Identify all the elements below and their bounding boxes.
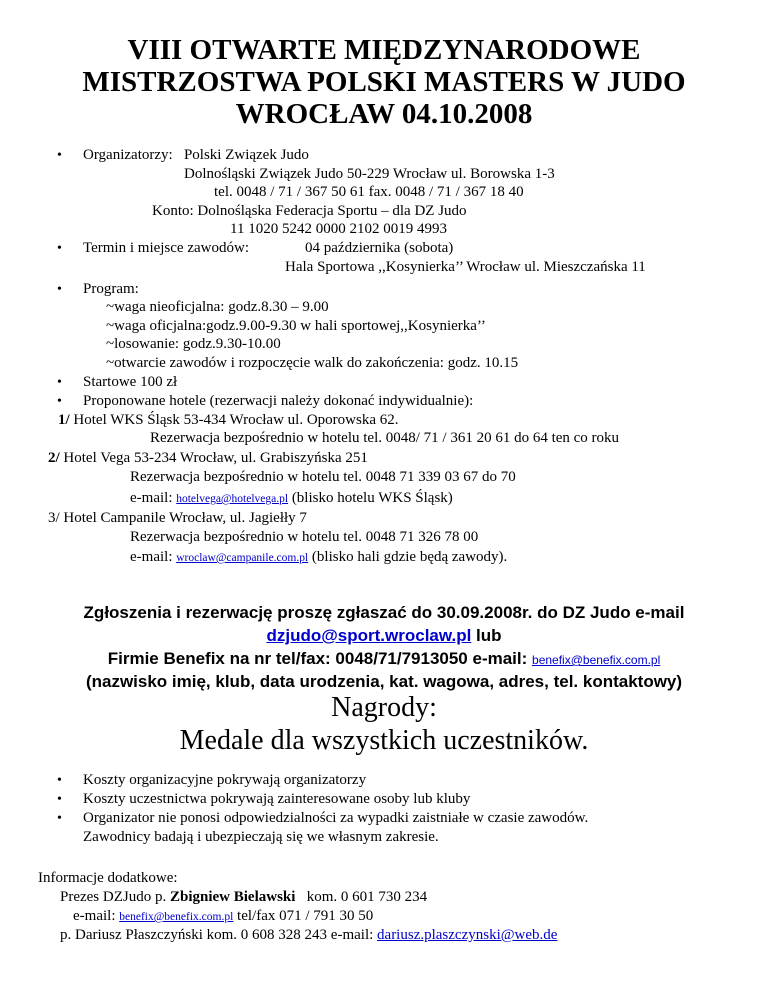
- organizers-line-5: 11 1020 5242 0000 2102 0019 4993: [230, 221, 447, 237]
- title-line-1: VIII OTWARTE MIĘDZYNARODOWE: [127, 34, 641, 66]
- hotel-2-reservation: Rezerwacja bezpośrednio w hotelu tel. 0048 71 339 03 67 do 70: [130, 469, 516, 485]
- hotel-1-reservation: Rezerwacja bezpośrednio w hotelu tel. 0048/ 71 / 361 20 61 do 64 ten co roku: [150, 430, 620, 446]
- program-label: • Program:: [83, 281, 139, 298]
- program-item: ~losowanie: godz.9.30-10.00: [106, 336, 281, 352]
- venue-date: 04 października (sobota): [305, 240, 454, 256]
- note-item: • Organizator nie ponosi odpowiedzialności za wypadki zaistniałe w czasie zawodów.: [83, 810, 588, 827]
- organizers-line-2: Dolnośląski Związek Judo 50-229 Wrocław ul. Borowska 1-3: [184, 166, 555, 182]
- fee: • Startowe 100 zł: [83, 374, 177, 391]
- hotels-intro: • Proponowane hotele (rezerwacji należy dokonać indywidualnie):: [83, 393, 473, 410]
- organizers-line-3: tel. 0048 / 71 / 367 50 61 fax. 0048 / 71 / 367 18 40: [214, 184, 524, 200]
- dariusz-email-link[interactable]: dariusz.plaszczynski@web.de: [377, 927, 558, 943]
- president-name: Zbigniew Bielawski: [169, 889, 296, 905]
- organizers-line-4: Konto: Dolnośląska Federacja Sportu – dla DZ Judo: [152, 203, 467, 219]
- dzjudo-email-link[interactable]: dzjudo@sport.wroclaw.pl: [266, 626, 472, 645]
- registration-line-3: Firmie Benefix na nr tel/fax: 0048/71/7913050 e-mail: benefix@benefix.com.pl: [107, 649, 661, 668]
- hotel-3-email-link[interactable]: wroclaw@campanile.com.pl: [176, 552, 309, 564]
- registration-line-4: (nazwisko imię, klub, data urodzenia, kat. wagowa, adres, tel. kontaktowy): [85, 672, 683, 691]
- hotel-3-email-line: e-mail: wroclaw@campanile.com.pl (blisko hali gdzie będą zawody).: [130, 549, 508, 565]
- registration-line-1: Zgłoszenia i rezerwację proszę zgłaszać do 30.09.2008r. do DZ Judo e-mail: [83, 603, 685, 622]
- prizes-text: Medale dla wszystkich uczestników.: [179, 725, 589, 756]
- venue-label: • Termin i miejsce zawodów:: [83, 240, 249, 257]
- organizers-name: Polski Związek Judo: [183, 147, 309, 163]
- note-item: • Koszty organizacyjne pokrywają organizatorzy: [83, 772, 366, 789]
- venue-hall: Hala Sportowa ,,Kosynierka’’ Wrocław ul. Mieszczańska 11: [285, 259, 646, 275]
- note-item: Zawodnicy badają i ubezpieczają się we własnym zakresie.: [83, 829, 439, 845]
- info-email-link[interactable]: benefix@benefix.com.pl: [119, 911, 234, 923]
- info-contact-2: p. Dariusz Płaszczyński kom. 0 608 328 243 e-mail: dariusz.plaszczynski@web.de: [60, 927, 558, 943]
- title-line-3: WROCŁAW 04.10.2008: [235, 98, 533, 130]
- title-line-2: MISTRZOSTWA POLSKI MASTERS W JUDO: [82, 66, 686, 98]
- program-item: ~otwarcie zawodów i rozpoczęcie walk do zakończenia: godz. 10.15: [106, 355, 519, 371]
- info-label: Informacje dodatkowe:: [38, 870, 178, 886]
- hotel-3-reservation: Rezerwacja bezpośrednio w hotelu tel. 0048 71 326 78 00: [130, 529, 479, 545]
- hotel-1: 1/ Hotel WKS Śląsk 53-434 Wrocław ul. Oporowska 62.: [58, 412, 399, 428]
- info-email-line: e-mail: benefix@benefix.com.pl tel/fax 071 / 791 30 50: [73, 908, 374, 924]
- organizers-label: • Organizatorzy: Polski Związek Judo: [83, 147, 309, 164]
- hotel-2: 2/ Hotel Vega 53-234 Wrocław, ul. Grabiszyńska 251: [48, 450, 368, 466]
- benefix-email-link[interactable]: benefix@benefix.com.pl: [532, 653, 661, 667]
- info-president: Prezes DZJudo p. Zbigniew Bielawski kom. 0 601 730 234: [60, 889, 428, 905]
- program-item: ~waga oficjalna:godz.9.00-9.30 w hali sportowej,,Kosynierka’’: [106, 318, 486, 334]
- registration-line-2: dzjudo@sport.wroclaw.pl lub: [266, 626, 502, 645]
- program-item: ~waga nieoficjalna: godz.8.30 – 9.00: [106, 299, 329, 315]
- hotel-2-email-line: e-mail: hotelvega@hotelvega.pl (blisko hotelu WKS Śląsk): [130, 490, 453, 506]
- document-title: [0, 34, 768, 130]
- hotel-3: 3/ Hotel Campanile Wrocław, ul. Jagiełły 7: [48, 510, 307, 526]
- note-item: • Koszty uczestnictwa pokrywają zainteresowane osoby lub kluby: [83, 791, 470, 808]
- prizes-heading: Nagrody:: [331, 692, 437, 723]
- hotel-2-email-link[interactable]: hotelvega@hotelvega.pl: [176, 493, 289, 505]
